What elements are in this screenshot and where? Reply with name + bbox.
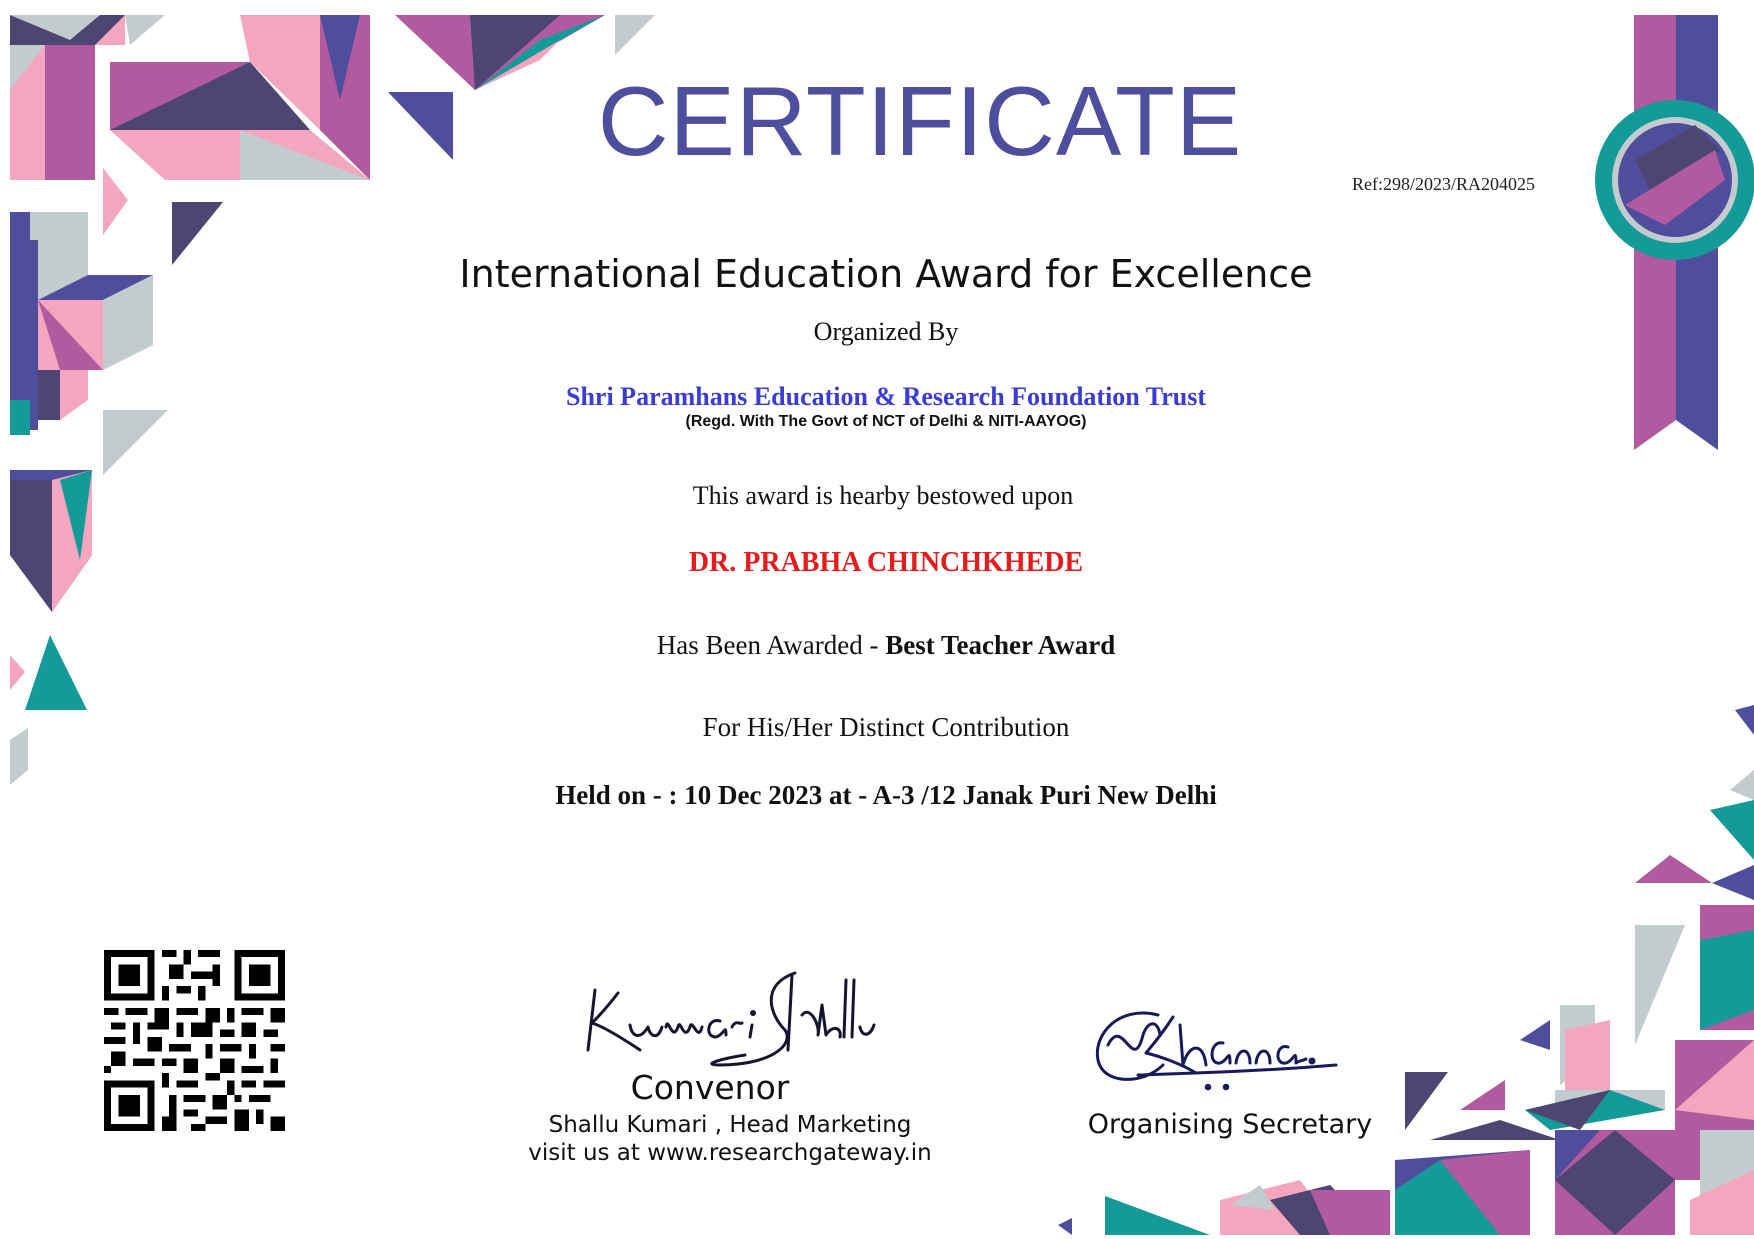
- award-title: International Education Award for Excellence: [459, 252, 1313, 296]
- bestowed-text: This award is hearby bestowed upon: [692, 481, 1074, 510]
- contribution-text: For His/Her Distinct Contribution: [702, 712, 1070, 742]
- organization-name: Shri Paramhans Education & Research Foundation Trust: [566, 382, 1206, 411]
- recipient-name: DR. PRABHA CHINCHKHEDE: [688, 547, 1084, 578]
- secretary-title: Organising Secretary: [1087, 1109, 1373, 1140]
- convenor-signature: [570, 955, 880, 1075]
- qr-code-icon: [104, 950, 285, 1131]
- convenor-title: Convenor: [630, 1068, 790, 1107]
- organized-by-label: Organized By: [813, 317, 959, 346]
- convenor-name: Shallu Kumari , Head Marketing: [548, 1112, 912, 1138]
- award-name: Best Teacher Award: [885, 630, 1116, 660]
- certificate-title: CERTIFICATE: [597, 66, 1243, 176]
- awarded-prefix: Has Been Awarded -: [656, 630, 886, 660]
- secretary-signature: [1088, 995, 1358, 1095]
- awarded-line: [0, 630, 1754, 661]
- website-text: visit us at www.researchgateway.in: [528, 1140, 932, 1166]
- organization-registration: (Regd. With The Govt of NCT of Delhi & NITI-AAYOG): [685, 413, 1087, 430]
- reference-number: Ref:298/2023/RA204025: [1352, 174, 1535, 194]
- held-on-text: Held on - : 10 Dec 2023 at - A-3 /12 Janak Puri New Delhi: [555, 780, 1217, 810]
